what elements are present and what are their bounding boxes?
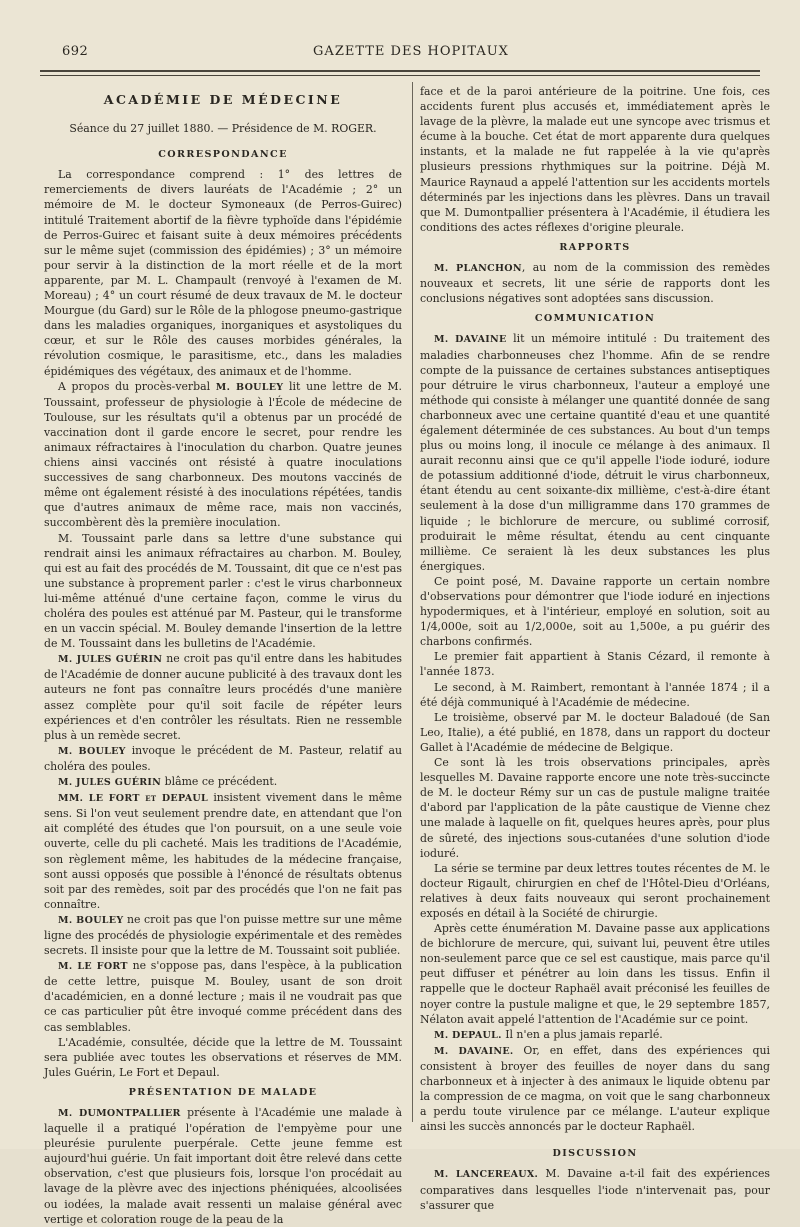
paragraph: Après cette énumération M. Davaine passe aux applications de bichlorure de mercure, qui, suivant lui, peuvent être utiles non-seulement parce que ce sel est caustique, mais parce qu'il peut diffuser et pénétrer au loin dans les tissus. Enfin il rappelle que le docteur Raphaël avait préconisé les feuilles de noyer contre la pustule maligne et que, le 29 septembre 1857, Nélaton avait appelé l'attention de l'Académie sur ce point. xyxy=(420,922,770,1026)
page-header xyxy=(62,44,760,64)
speaker-name: M. BOULEY xyxy=(58,914,124,926)
paragraph-text: ne croit pas que l'on puisse mettre sur une même ligne des procédés de physiologie expérimentale et des remèdes secrets. Il insiste pour que la lettre de M. Toussaint soit publiée. xyxy=(44,912,402,958)
paragraph: Ce sont là les trois observations principales, après lesquelles M. Davaine rapporte encore une note très-succincte de M. le docteur Rémy sur un cas de pustule maligne traitée d'abord par l'application de la pâte caustique de Vienne chez une malade à laquelle on fit, quelques heures après, pour plus de sûreté, des injections sous-cutanées d'une solution d'iode ioduré. xyxy=(420,756,770,860)
speaker-name: M. DAVAINE. xyxy=(434,1045,514,1057)
paragraph-text: Il n'en a plus jamais reparlé. xyxy=(505,1027,663,1041)
paragraph xyxy=(420,1027,770,1043)
paragraph-text: invoque le précédent de M. Pasteur, relatif au choléra des poules. xyxy=(44,743,402,773)
paragraph: Le second, à M. Raimbert, remontant à l'année 1874 ; il a été déjà communiqué à l'Académie de médecine. xyxy=(420,680,770,709)
column-divider xyxy=(412,82,413,1122)
heading-discussion: DISCUSSION xyxy=(552,1148,638,1160)
speaker-name: M. PLANCHON xyxy=(434,263,522,275)
paragraph xyxy=(420,1166,770,1212)
page-number: 692 xyxy=(62,44,89,59)
speaker-name: M. JULES GUÉRIN xyxy=(58,777,162,789)
heading-communication: COMMUNICATION xyxy=(534,313,656,325)
paragraph-text: Or, en effet, dans des expériences qui consistent à broyer des feuilles de noyer dans du sang charbonneux et à injecter à des animaux le liquide obtenu par la compression de ce magma, on voit que le sang charbonneux a perdu toute virulence par ce mélange. L'auteur explique ainsi les succès annoncés par le docteur Raphaël. xyxy=(420,1043,771,1134)
paragraph: Le premier fait appartient à Stanis Cézard, il remonte à l'année 1873. xyxy=(420,650,770,679)
paragraph-text: lit une lettre de M. Toussaint, professeur de physiologie à l'École de médecine de Toulouse, sur les résultats qu'il a obtenus par un procédé de vaccination dont il garde encore le secret, pour rendre les animaux réfractaires à l'inoculation du charbon. Quatre jeunes chiens ainsi vaccinés ont résisté à quatre inoculations successives de sang charbonneux. Des moutons vaccinés de même ont également résisté à des inoculations répétées, tandis que d'autres animaux de même race, mais non vaccinés, succombèrent dès la première inoculation. xyxy=(44,379,403,530)
speaker-name: M. DEPAUL. xyxy=(434,1029,502,1041)
paragraph-text: insistent vivement dans le même sens. Si l'on veut seulement prendre date, en attendant que l'on ait complété des études que l'on poursuit, on a une seule voie ouverte, celle du pli cacheté. Mais les traditions de l'Académie, son règlement même, les habitudes de la médecine française, sont aussi opposés que possible à l'énoncé de résultats obtenus soit par des remèdes, soit par des procédés que l'on ne fait pas connaître. xyxy=(44,791,402,911)
speaker-name: MM. LE FORT et DEPAUL xyxy=(58,793,208,805)
paragraph: La correspondance comprend : 1° des lettres de remerciements de divers lauréats de l'Académie ; 2° un mémoire de M. le docteur Symoneaux (de Perros-Guirec) intitulé Traitement abortif de la fièvre typhoïde dans l'épidémie de Perros-Guirec et faisant suite à deux mémoires précédents sur le même sujet (commission des épidémies) ; 3° un mémoire pour servir à la distinction de la mort réelle et de la mort apparente, par M. L. Champault (renvoyé à l'examen de M. Moreau) ; 4° un court résumé de deux travaux de M. le docteur Mourgue (du Gard) sur le Rôle de la phlogose pneumo-gastrique dans les maladies organiques, inorganiques et asystoliques du cœur, et sur le Rôle des causes morbides générales, la révolution cosmique, le parasitisme, etc., dans les maladies épidémiques des végétaux, des animaux et de l'homme. xyxy=(44,168,402,378)
speaker-name: M. JULES GUÉRIN xyxy=(58,654,163,666)
paragraph xyxy=(44,912,402,958)
paragraph-text: blâme ce précédent. xyxy=(164,775,278,789)
paragraph xyxy=(44,743,402,774)
paragraph: L'Académie, consultée, décide que la lettre de M. Toussaint sera publiée avec toutes les observations et réserves de MM. Jules Guérin, Le Fort et Depaul. xyxy=(44,1035,402,1079)
heading-correspondance: CORRESPONDANCE xyxy=(158,149,288,161)
speaker-name: M. BOULEY xyxy=(58,745,126,757)
paragraph xyxy=(420,331,770,574)
seance-line: Séance du 27 juillet 1880. — Présidence de M. ROGER. xyxy=(69,122,377,136)
paragraph xyxy=(44,790,402,912)
paragraph xyxy=(44,774,402,790)
paragraph: face et de la paroi antérieure de la poitrine. Une fois, ces accidents furent plus accusés et, immédiatement après le lavage de la plèvre, la malade eut une syncope avec trismus et écume à la bouche. Cet état de mort apparente dura quelques instants, et la malade ne fut rappelée à la vie qu'après plusieurs pressions rhythmiques sur la poitrine. Déjà M. Maurice Raynaud a appelé l'attention sur les accidents mortels déterminés par les injections dans les plèvres. Dans un travail que M. Dumontpallier présentera à l'Académie, il étudiera les conditions des actes réflexes d'origine pleurale. xyxy=(420,85,770,234)
speaker-name: M. BOULEY xyxy=(215,381,284,393)
speaker-intro: A propos du procès-verbal xyxy=(58,379,211,393)
paragraph-text: ne s'oppose pas, dans l'espèce, à la publication de cette lettre, puisque M. Bouley, usant de son droit d'académicien, en a donné lecture ; mais il ne voudrait pas que ce cas particulier pût être invoqué comme précédent dans des cas semblables. xyxy=(44,959,403,1034)
speaker-name: M. LE FORT xyxy=(58,961,128,973)
paragraph-text: présente à l'Académie une malade à laquelle il a pratiqué l'opération de l'empyème pour une pleurésie purulente puerpérale. Cette jeune femme est aujourd'hui guérie. Un fait important doit être relevé dans cette observation, c'est que plusieurs fois, lorsque l'on procédait au lavage de la plèvre avec des injections phéniquées, alcoolisées ou iodées, la malade avait ressenti un malaise général avec vertige et coloration rouge de la peau de la xyxy=(44,1106,402,1226)
paragraph-text: lit un mémoire intitulé : Du traitement des maladies charbonneuses chez l'homme. Afin de se rendre compte de la puissance de certaines substances antiseptiques pour détruire le virus charbonneux, l'auteur a employé une méthode qui consiste à mélanger une quantité donnée de sang charbonneux avec une certaine quantité d'eau et une quantité également déterminée de ces substances. Au bout d'un temps plus ou moins long, il inocule ce mélange à des animaux. Il aurait reconnu ainsi que ce qu'il appelle l'iode ioduré, iodure de potassium additionné d'iode, détruit le virus charbonneux, étant étendu au cent soixante-dix millième, c'est-à-dire étant seulement à la dose d'un milligramme dans 170 grammes de liquide ; le bichlorure de mercure, ou sublimé corrosif, produirait le même résultat, étendu au cent cinquante millième. Ce seraient là les deux substances les plus énergiques. xyxy=(420,332,770,573)
speaker-name: M. DAVAINE xyxy=(434,334,507,346)
heading-rapports: RAPPORTS xyxy=(559,241,631,253)
paragraph-text: M. Davaine a-t-il fait des expériences comparatives dans lesquelles l'iode n'intervenait pas, pour s'assurer que xyxy=(420,1167,770,1212)
paragraph xyxy=(420,1043,770,1135)
paragraph: La série se termine par deux lettres toutes récentes de M. le docteur Rigault, chirurgien en chef de l'Hôtel-Dieu d'Orléans, relatives à deux faits nouveaux qui seront prochainement exposés en détail à la Société de chirurgie. xyxy=(420,861,770,920)
journal-title: GAZETTE DES HOPITAUX xyxy=(313,44,509,59)
paragraph xyxy=(44,651,402,743)
paragraph: Ce point posé, M. Davaine rapporte un certain nombre d'observations pour démontrer que l'iode ioduré en injections hypodermiques, et à l'intérieur, employé en solution, soit au 1/4,000e, soit au 1/2,000e, soit au 1,500e, a pu guérir des charbons confirmés. xyxy=(420,574,770,649)
paragraph: M. Toussaint parle dans sa lettre d'une substance qui rendrait ainsi les animaux réfractaires au charbon. M. Bouley, qui est au fait des procédés de M. Toussaint, dit que ce n'est pas une substance à proprement parler : c'est le virus charbonneux lui-même atténué d'une certaine façon, comme le virus du choléra des poules est atténué par M. Pasteur, qui le transforme en un vaccin spécial. M. Bouley demande l'insertion de la lettre de M. Toussaint dans les bulletins de l'Académie. xyxy=(44,531,402,651)
paragraph xyxy=(44,1105,402,1227)
paragraph-text: ne croit pas qu'il entre dans les habitudes de l'Académie de donner aucune publicité à des travaux dont les auteurs ne font pas connaître leurs procédés d'une manière assez complète pour qu'il soit facile de répéter leurs expériences et d'en contrôler les résultats. Rien ne ressemble plus à un remède secret. xyxy=(44,652,402,742)
paragraph xyxy=(44,379,402,531)
left-column xyxy=(44,84,403,1226)
paragraph: Le troisième, observé par M. le docteur Baladoué (de San Leo, Italie), a été publié, en 1878, dans un rapport du docteur Gallet à l'Académie de médecine de Belgique. xyxy=(420,710,770,754)
heading-presentation: PRÉSENTATION DE MALADE xyxy=(128,1086,318,1098)
header-rule-thick xyxy=(40,70,760,72)
paragraph-text: , au nom de la commission des remèdes nouveaux et secrets, lit une série de rapports dont les conclusions négatives sont adoptées sans discussion. xyxy=(420,261,770,306)
right-column xyxy=(420,84,771,1212)
header-rule-thin xyxy=(40,75,760,76)
paragraph xyxy=(420,260,770,306)
section-title: ACADÉMIE DE MÉDECINE xyxy=(103,92,343,107)
speaker-name: M. LANCEREAUX. xyxy=(434,1169,539,1181)
paragraph xyxy=(44,958,402,1034)
speaker-name: M. DUMONTPALLIER xyxy=(58,1108,181,1119)
